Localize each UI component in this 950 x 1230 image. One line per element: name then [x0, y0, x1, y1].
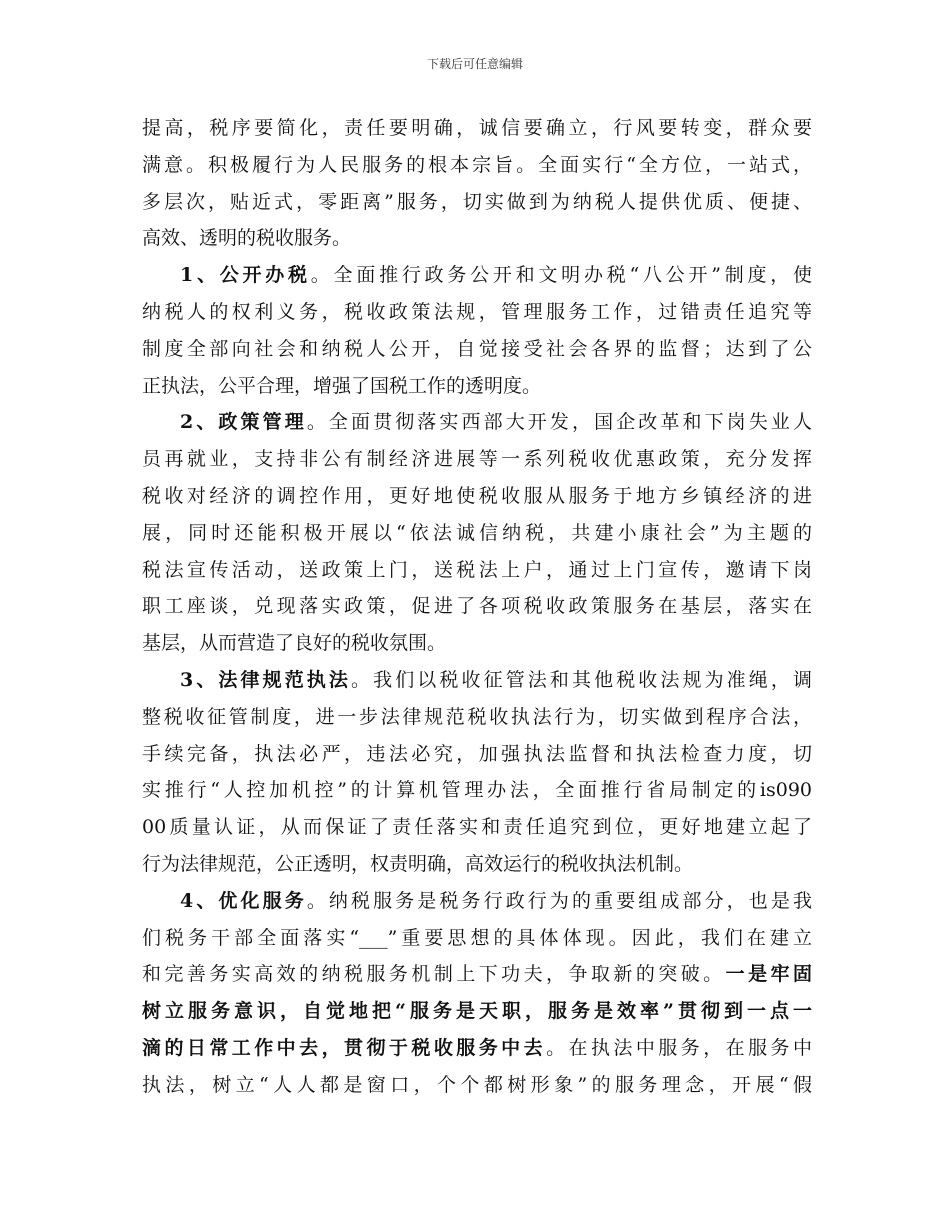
text-line: [142, 883, 812, 920]
emphasis-text: 一是牢固: [725, 963, 812, 986]
text-segment: 。全面贯彻落实西部大开发，国企改革和下岗失业人: [306, 411, 812, 434]
text-line: [142, 772, 812, 809]
text-line: [142, 368, 812, 405]
text-line: [142, 404, 812, 441]
text-line: [142, 478, 812, 515]
text-line: [142, 736, 812, 773]
text-line: [142, 331, 812, 368]
section-heading: 3、法律规范执法: [180, 668, 352, 691]
text-segment: 正执法，公平合理，增强了国税工作的透明度。: [142, 374, 542, 397]
text-line: [142, 110, 812, 147]
text-line: [142, 699, 812, 736]
text-segment: 00质量认证，从而保证了责任落实和责任追究到位，更好地建立起了: [142, 816, 812, 839]
text-line: [142, 147, 812, 184]
text-segment: 高效、透明的税收服务。: [142, 227, 352, 250]
text-line: [142, 1030, 812, 1067]
text-segment: 行为法律规范，公正透明，权责明确，高效运行的税收执法机制。: [142, 852, 694, 875]
paragraph-public-tax: [142, 257, 812, 404]
text-segment: 展，同时还能积极开展以“依法诚信纳税，共建小康社会”为主题的: [142, 521, 812, 544]
paragraph-policy-management: [142, 404, 812, 662]
paragraph-law-enforcement: [142, 662, 812, 883]
text-segment: 员再就业，支持非公有制经济进展等一系列税收优惠政策，充分发挥: [142, 448, 812, 471]
document-body: [142, 110, 812, 1104]
section-heading: 4、优化服务: [180, 889, 307, 912]
text-line: [142, 588, 812, 625]
text-segment: 。在执法中服务，在服务中: [546, 1036, 812, 1059]
text-line: [142, 515, 812, 552]
text-segment: 多层次，贴近式，零距离”服务，切实做到为纳税人提供优质、便捷、: [142, 190, 812, 213]
text-line: [142, 662, 812, 699]
text-line: [142, 1067, 812, 1104]
text-segment: 基层，从而营造了良好的税收氛围。: [142, 632, 447, 655]
text-line: [142, 184, 812, 221]
section-heading: 1、公开办税: [180, 264, 311, 287]
text-segment: 职工座谈，兑现落实政策，促进了各项税收政策服务在基层，落实在: [142, 595, 812, 618]
text-line: [142, 441, 812, 478]
text-segment: 纳税人的权利义务，税收政策法规，管理服务工作，过错责任追究等: [142, 300, 812, 323]
text-segment: 满意。积极履行为人民服务的根本宗旨。全面实行“全方位，一站式，: [142, 153, 812, 176]
paragraph-intro: [142, 110, 812, 257]
text-line: [142, 294, 812, 331]
text-line: [142, 257, 812, 294]
text-segment: 。全面推行政务公开和文明办税“八公开”制度，使: [310, 264, 812, 287]
text-line: [142, 920, 812, 957]
text-segment: 们税务干部全面落实“___”重要思想的具体体现。因此，我们在建立: [142, 926, 812, 949]
text-line: [142, 552, 812, 589]
text-line: [142, 956, 812, 993]
text-segment: 和完善务实高效的纳税服务机制上下功夫，争取新的突破。: [142, 963, 726, 986]
text-line: [142, 846, 812, 883]
text-segment: 手续完备，执法必严，违法必究，加强执法监督和执法检查力度，切: [142, 742, 812, 765]
text-line: [142, 809, 812, 846]
emphasis-text: 树立服务意识，自觉地把“服务是天职，服务是效率”贯彻到一点一: [142, 1000, 812, 1023]
page-header: 下载后可任意编辑: [426, 57, 523, 71]
text-segment: 。纳税服务是税务行政行为的重要组成部分，也是我: [306, 889, 812, 912]
emphasis-text: 滴的日常工作中去，贯彻于税收服务中去: [142, 1036, 547, 1059]
text-segment: 税收对经济的调控作用，更好地使税收服从服务于地方乡镇经济的进: [142, 484, 812, 507]
text-line: [142, 220, 812, 257]
section-heading: 2、政策管理: [180, 411, 307, 434]
text-line: [142, 625, 812, 662]
text-segment: 制度全部向社会和纳税人公开，自觉接受社会各界的监督；达到了公: [142, 337, 812, 360]
text-segment: 提高，税序要简化，责任要明确，诚信要确立，行风要转变，群众要: [142, 117, 812, 139]
text-segment: 执法，树立“人人都是窗口，个个都树形象”的服务理念，开展“假: [142, 1073, 812, 1096]
text-line: [142, 993, 812, 1030]
text-segment: 实推行“人控加机控”的计算机管理办法，全面推行省局制定的is090: [142, 779, 812, 802]
paragraph-optimize-service: [142, 883, 812, 1104]
text-segment: 整税收征管制度，进一步法律规范税收执法行为，切实做到程序合法，: [142, 705, 812, 728]
text-segment: 。我们以税收征管法和其他税收法规为准绳，调: [351, 668, 812, 691]
text-segment: 税法宣传活动，送政策上门，送税法上户，通过上门宣传，邀请下岗: [142, 558, 812, 581]
